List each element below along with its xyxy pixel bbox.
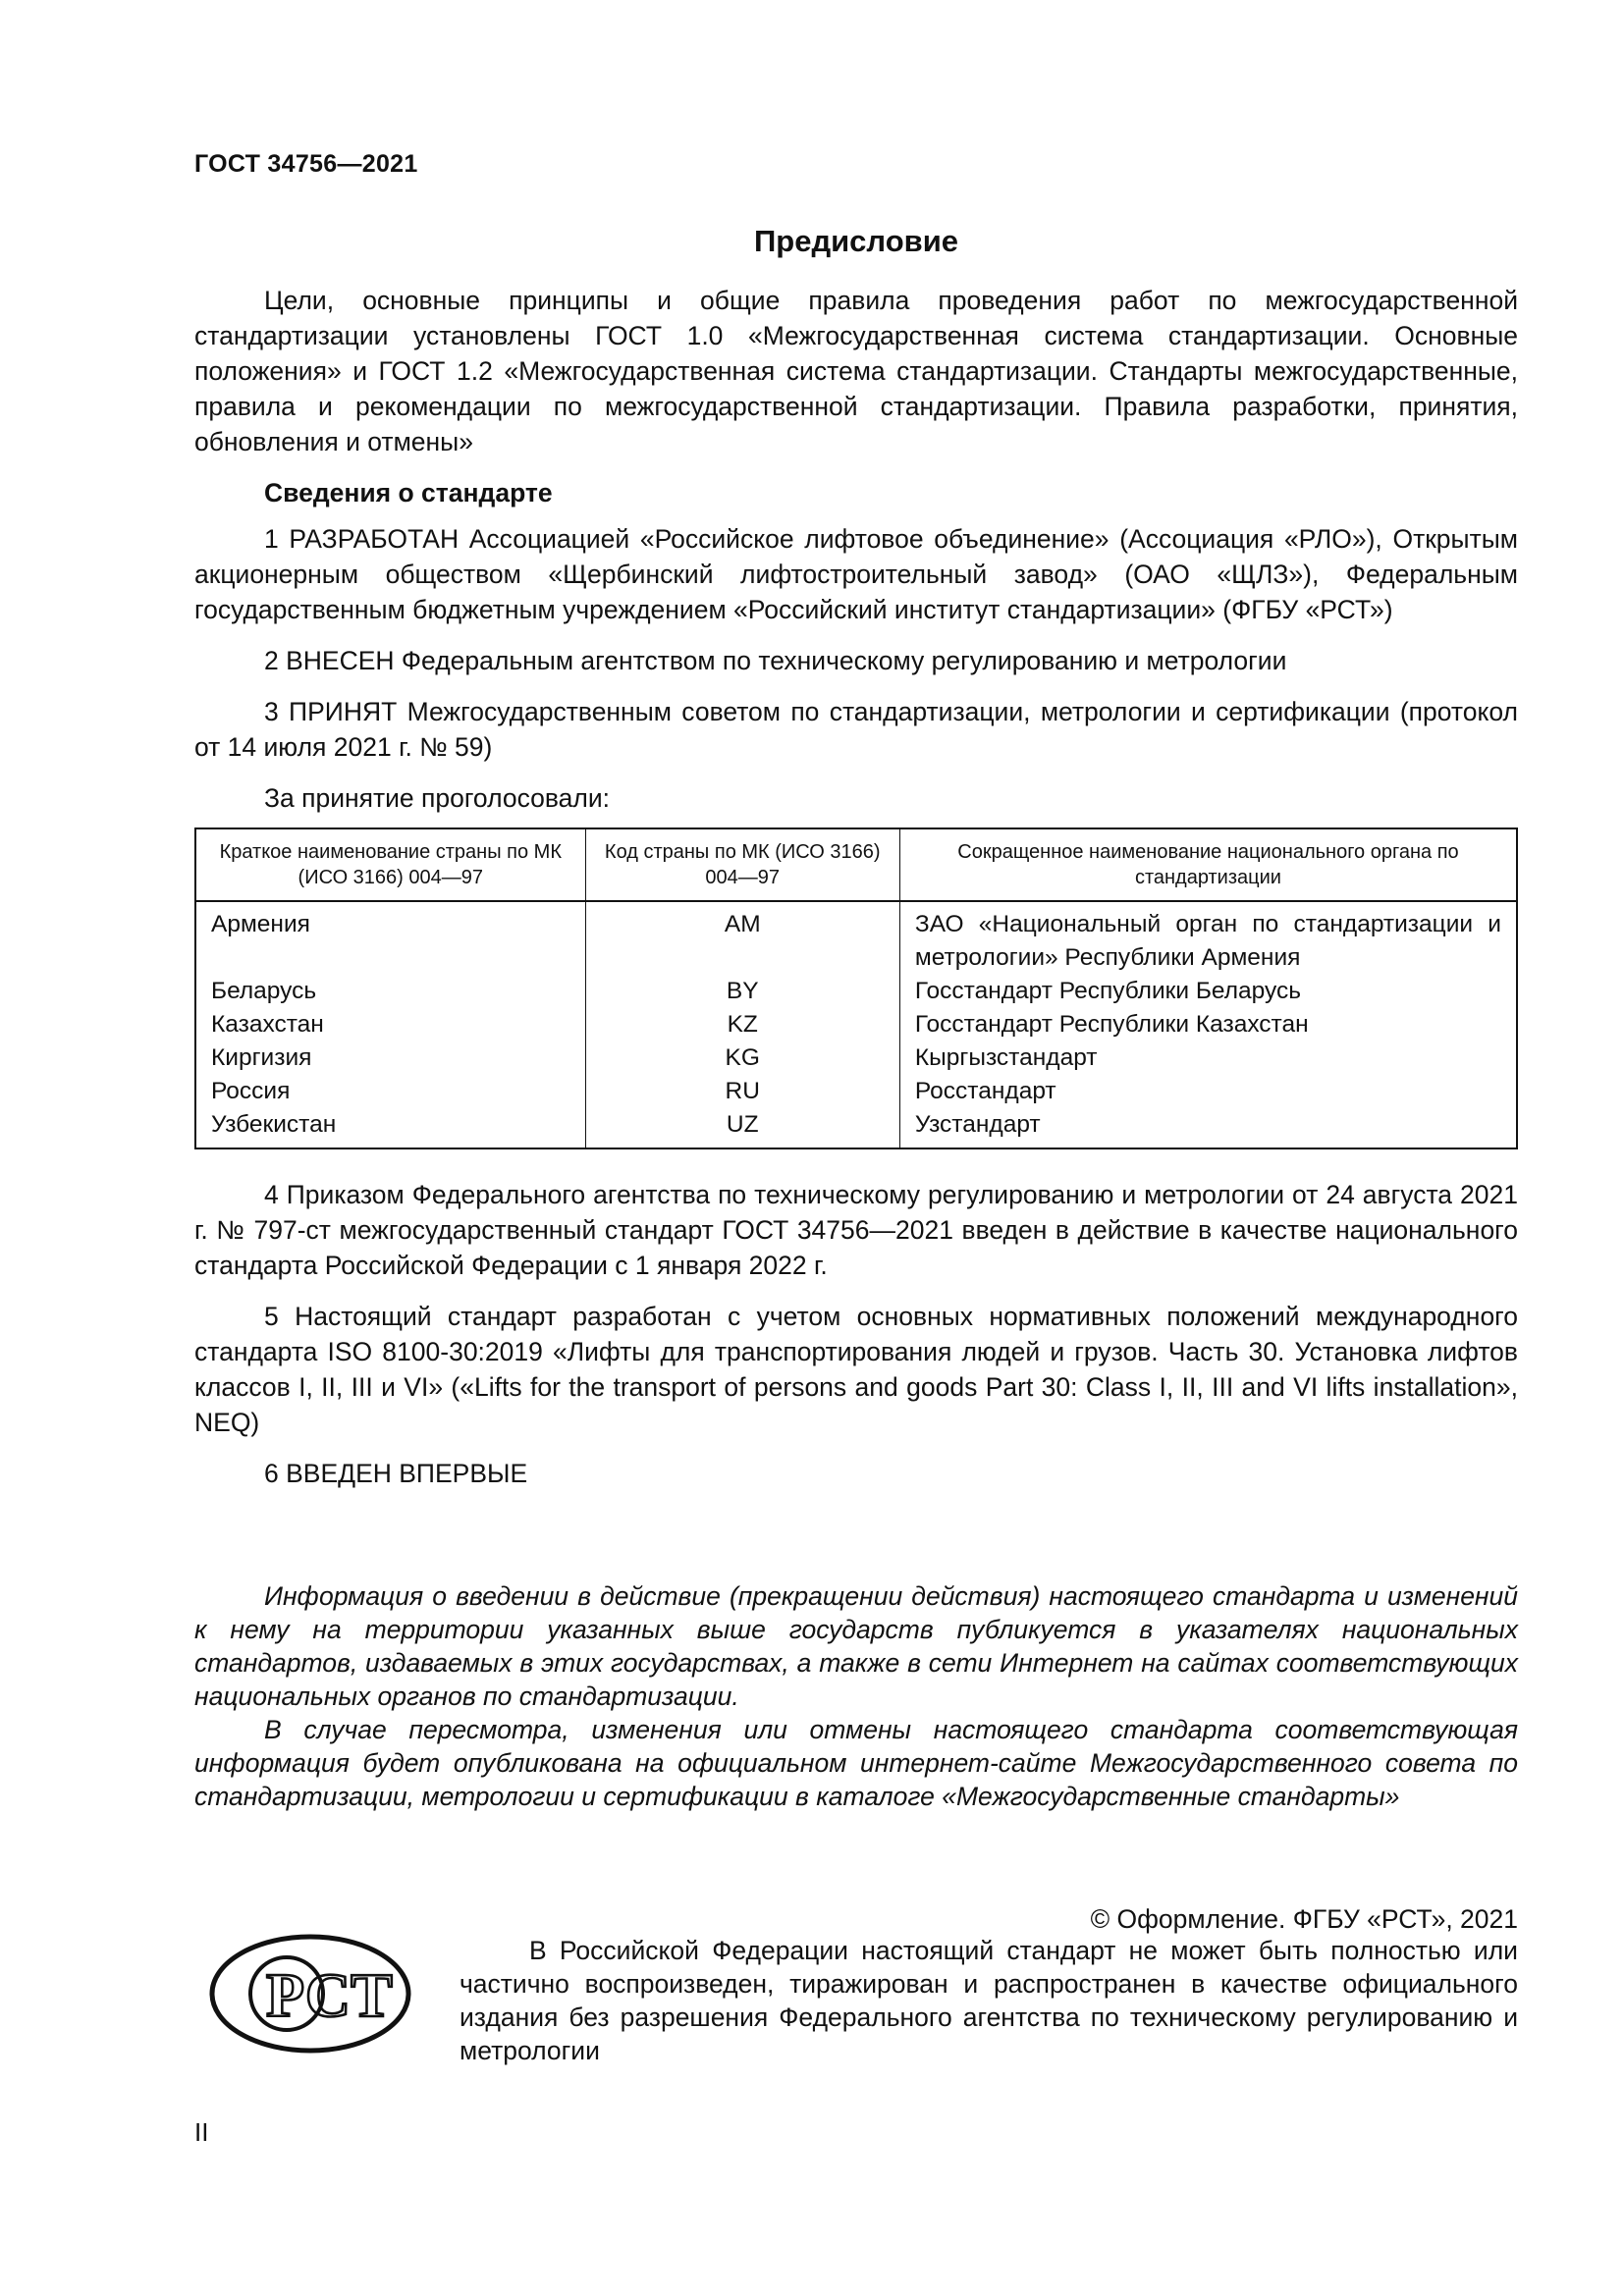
country-code-cell: RU: [585, 1075, 899, 1108]
table-header-row: [195, 828, 1517, 901]
page-title: Предисловие: [753, 224, 958, 258]
country-code-cell: UZ: [585, 1108, 899, 1148]
rst-logo-icon: [208, 1933, 412, 2055]
voting-table: [194, 828, 1518, 1149]
header-country-code: Код страны по МК (ИСО 3166) 004—97: [585, 828, 899, 901]
section-title: Сведения о стандарте: [264, 478, 553, 507]
document-code-header: ГОСТ 34756—2021: [194, 150, 418, 178]
item-introduced: 2 ВНЕСЕН Федеральным агентством по техническому регулированию и метрологии: [264, 646, 1287, 675]
info-paragraph-revision: В случае пересмотра, изменения или отмены настоящего стандарта соответствующая информация будет опубликована на официальном интернет-сайте Межгосударственного совета по стандартизации, метрологии и сертификации в каталоге «Межгосударственные стандарты»: [194, 1715, 1518, 1811]
item-adopted: 3 ПРИНЯТ Межгосударственным советом по стандартизации, метрологии и сертификации (протокол от 14 июля 2021 г. № 59): [194, 697, 1518, 762]
header-country-name: Краткое наименование страны по МК (ИСО 3166) 004—97: [195, 828, 585, 901]
country-name-cell: Россия: [195, 1075, 585, 1108]
national-body-cell: Госстандарт Республики Казахстан: [914, 1011, 1309, 1038]
national-body-cell: Узстандарт: [914, 1111, 1041, 1138]
vote-caption: За принятие проголосовали:: [264, 783, 611, 813]
table-row: [195, 1075, 1517, 1108]
country-name-cell: Киргизия: [195, 1041, 585, 1075]
country-name-cell: Казахстан: [195, 1008, 585, 1041]
national-body-cell: Госстандарт Республики Беларусь: [914, 978, 1302, 1004]
country-name-cell: Узбекистан: [195, 1108, 585, 1148]
table-row: [195, 1041, 1517, 1075]
item-enacted: 4 Приказом Федерального агентства по техническому регулированию и метрологии от 24 августа 2021 г. № 797-ст межгосударственный стандарт ГОСТ 34756—2021 введен в действие в качестве национального стандарта Российской Федерации с 1 января 2022 г.: [194, 1180, 1518, 1280]
national-body-cell: Кыргызстандарт: [914, 1044, 1098, 1071]
header-national-body: Сокращенное наименование национального органа по стандартизации: [899, 828, 1517, 901]
table-row: [195, 1108, 1517, 1148]
item-first-introduced: 6 ВВЕДЕН ВПЕРВЫЕ: [264, 1459, 528, 1488]
country-code-cell: AM: [585, 901, 899, 975]
country-code-cell: KZ: [585, 1008, 899, 1041]
foreword-content: [194, 222, 1518, 1937]
country-name-cell: Беларусь: [195, 975, 585, 1008]
item-basis: 5 Настоящий стандарт разработан с учетом основных нормативных положений международного стандарта ISO 8100-30:2019 «Лифты для транспортирования людей и грузов. Часть 30. Установка лифтов классов I, II, III и VI» («Lifts for the transport of persons and goods Part 30: Class I, II, III and VI lifts installation», NEQ): [194, 1302, 1518, 1437]
country-code-cell: KG: [585, 1041, 899, 1075]
national-body-cell: Росстандарт: [914, 1078, 1056, 1104]
table-row: [195, 975, 1517, 1008]
info-paragraph-enactment: Информация о введении в действие (прекращении действия) настоящего стандарта и изменений к нему на территории указанных выше государств публикуется в указателях национальных стандартов, издаваемых в этих государствах, а также в сети Интернет на сайтах соответствующих национальных органов по стандартизации.: [194, 1581, 1518, 1711]
country-name-cell: Армения: [195, 901, 585, 975]
copyright-line: © Оформление. ФГБУ «РСТ», 2021: [1090, 1904, 1518, 1934]
intro-paragraph: Цели, основные принципы и общие правила проведения работ по межгосударственной стандартизации установлены ГОСТ 1.0 «Межгосударственная система стандартизации. Основные положения» и ГОСТ 1.2 «Межгосударственная система стандартизации. Стандарты межгосударственные, правила и рекомендации по межгосударственной стандартизации. Правила разработки, принятия, обновления и отмены»: [194, 286, 1518, 456]
table-row: [195, 1008, 1517, 1041]
logo-letters: РСТ: [266, 1960, 393, 2030]
country-code-cell: BY: [585, 975, 899, 1008]
national-body-cell: ЗАО «Национальный орган по стандартизации и метрологии» Республики Армения: [914, 911, 1501, 971]
reproduction-notice: В Российской Федерации настоящий стандарт не может быть полностью или частично воспроизведен, тиражирован и распространен в качестве официального издания без разрешения Федерального агентства по техническому регулированию и метрологии: [460, 1936, 1518, 2065]
item-developed: 1 РАЗРАБОТАН Ассоциацией «Российское лифтовое объединение» (Ассоциация «РЛО»), Открытым акционерным обществом «Щербинский лифтостроительный завод» (ОАО «ЩЛЗ»), Федеральным государственным бюджетным учреждением «Российский институт стандартизации» (ФГБУ «РСТ»): [194, 524, 1518, 624]
table-row: [195, 901, 1517, 975]
info-block: [194, 1579, 1518, 1813]
page-number: II: [194, 2117, 209, 2147]
